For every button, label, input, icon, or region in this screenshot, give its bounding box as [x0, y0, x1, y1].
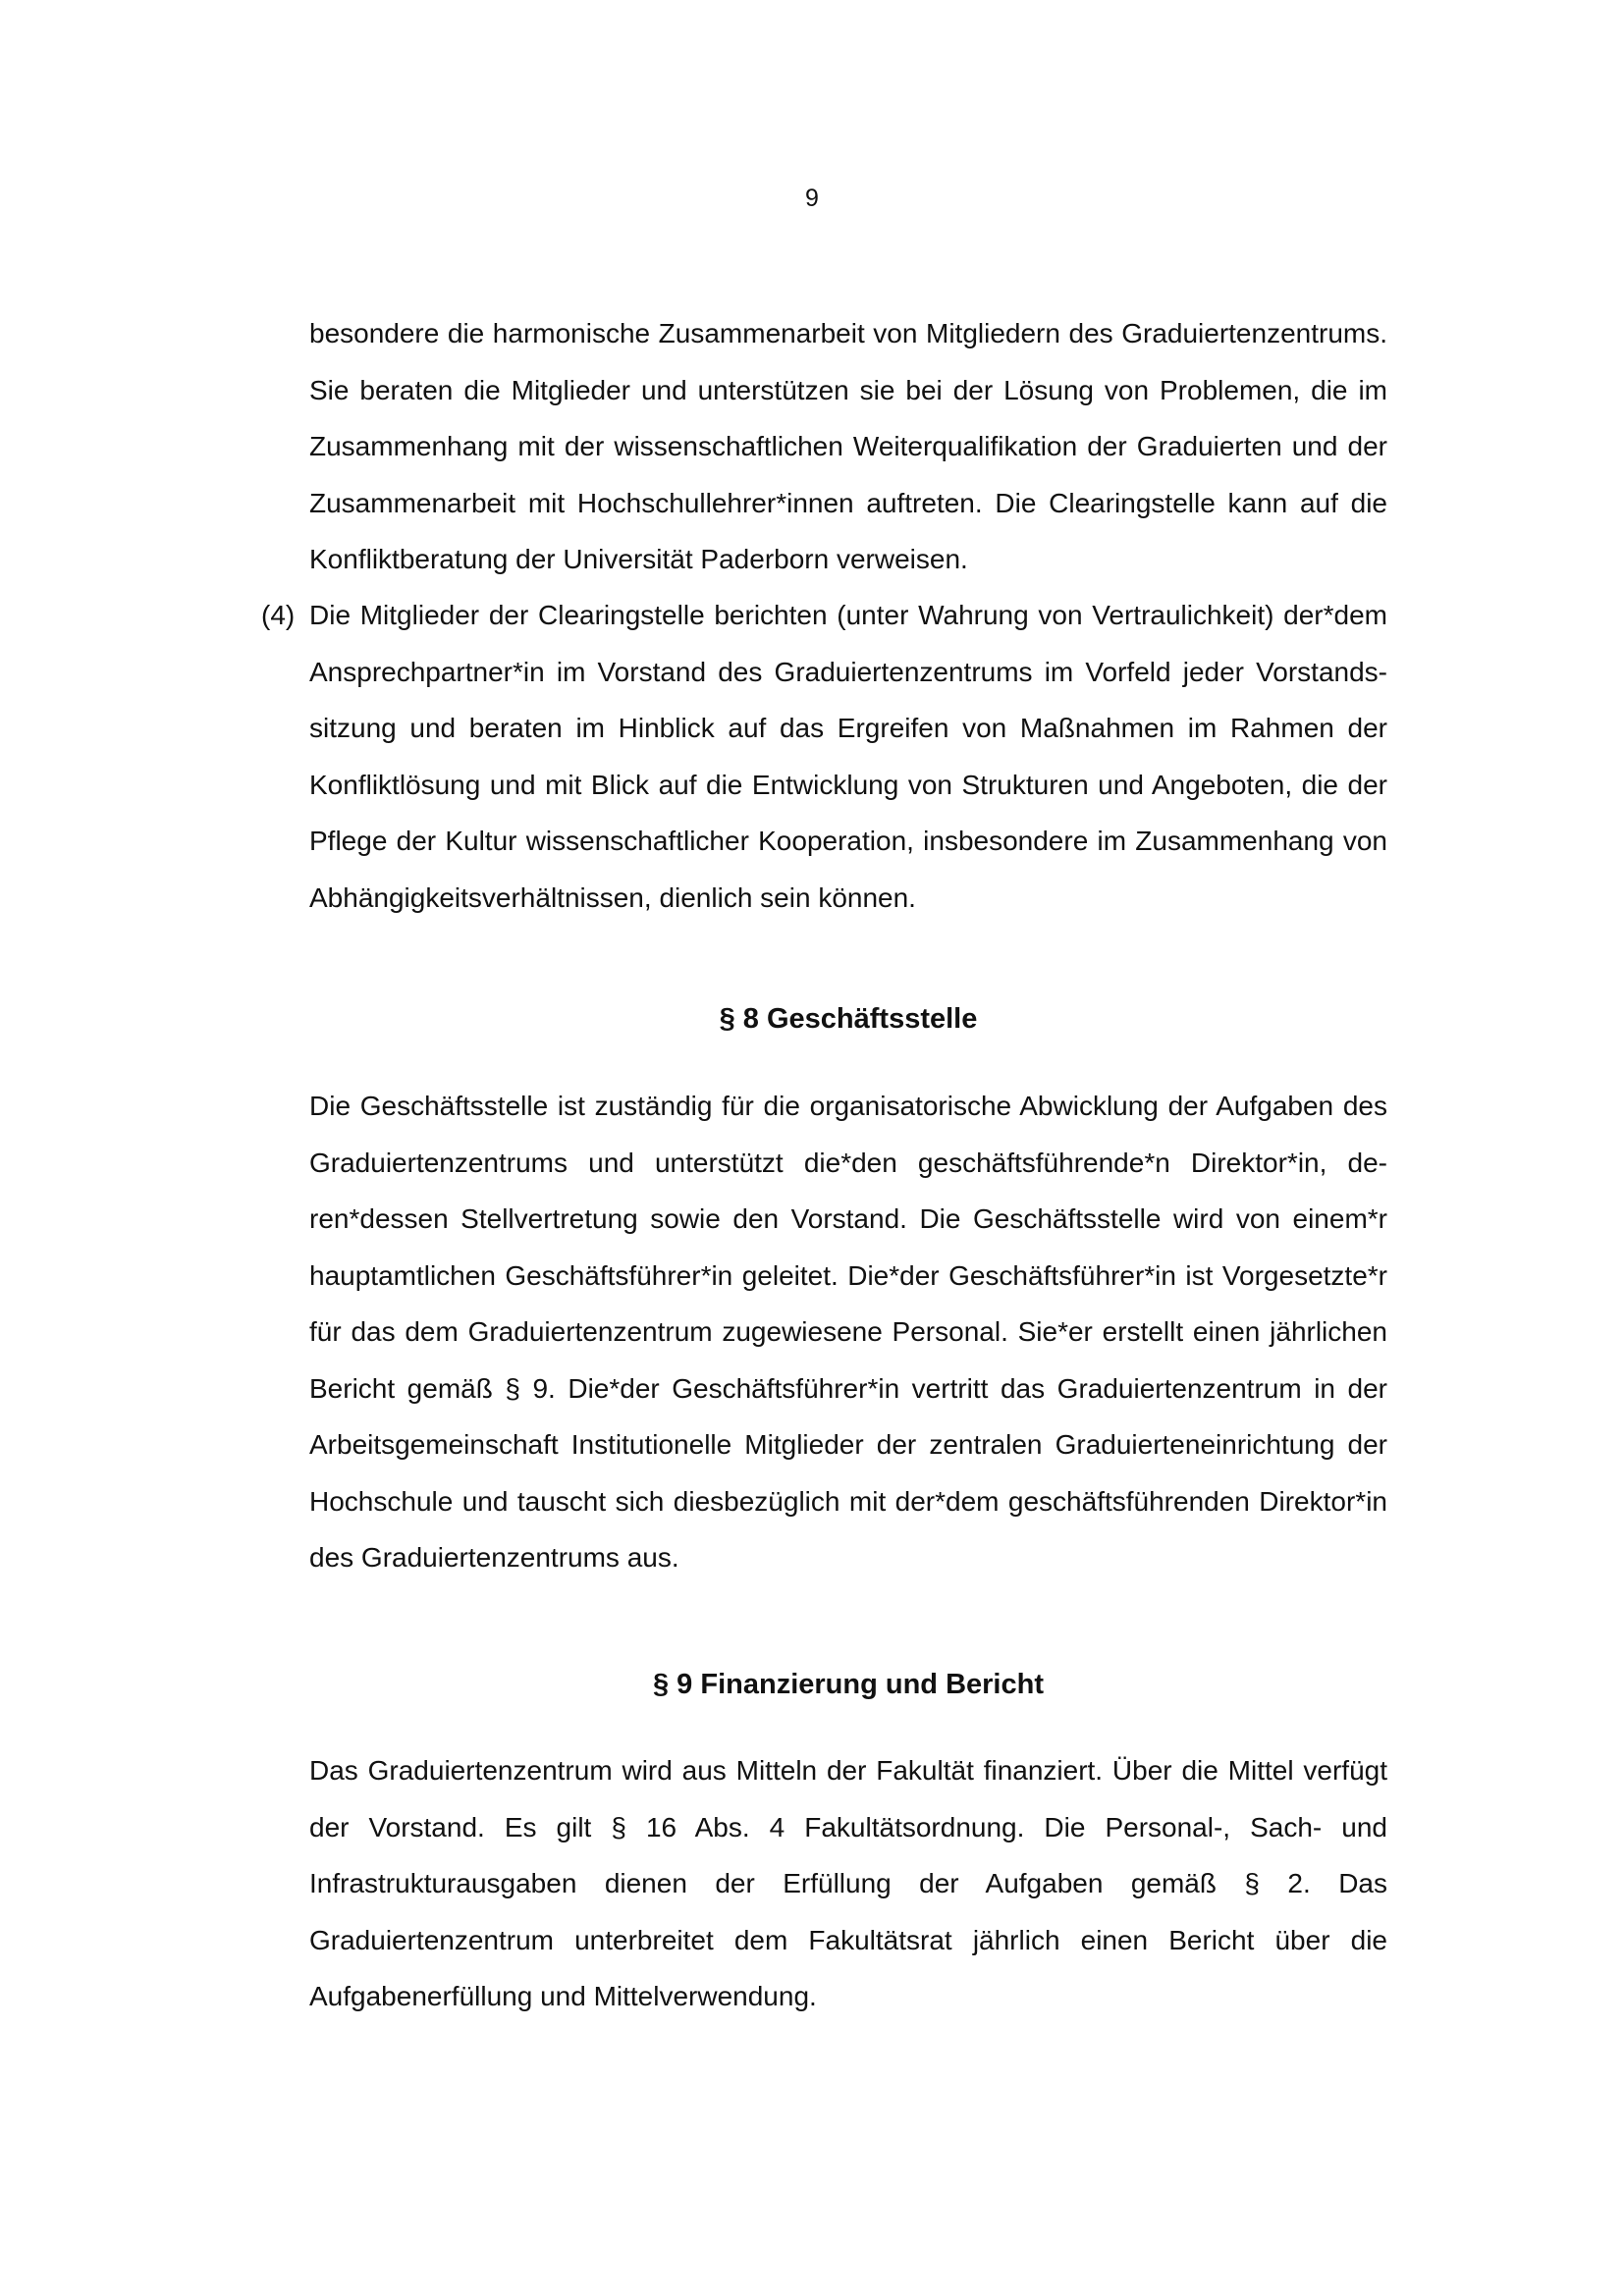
paragraph-4-number: (4) — [261, 600, 296, 630]
section9-heading: § 9 Finanzierung und Bericht — [653, 1669, 1044, 1700]
page-number: 9 — [805, 185, 819, 212]
section8-heading: § 8 Geschäftsstelle — [719, 1003, 978, 1035]
section8-text: Die Geschäftsstelle ist zuständig für die organisatorische Abwicklung der Aufgaben des Graduiertenzentrums und unterstützt die*den geschäftsführende*n Direktor*in, deren*dessen Stellvertretung sowie den Vorstand. Die Geschäftsstelle wird von einem*r hauptamtlichen Geschäftsführer*in geleitet. Die*der Geschäftsführer*in ist Vorgesetzte*r für das dem Graduiertenzentrum zugewiesene Personal. Sie*er erstellt einen jährlichen Bericht gemäß § 9. Die*der Geschäftsführer*in vertritt das Graduiertenzentrum in der Arbeitsgemeinschaft Institutionelle Mitglieder der zentralen Graduierteneinrichtung der Hochschule und tauscht sich diesbezüglich mit der*dem geschäftsführenden Direktor*in des Graduiertenzentrums aus. — [309, 1091, 1387, 1573]
paragraph-4-text: Die Mitglieder der Clearingstelle berichten (unter Wahrung von Vertraulichkeit) der*dem Ansprechpartner*in im Vorstand des Graduiertenzentrums im Vorfeld jeder Vorstandssitzung und beraten im Hinblick auf das Ergreifen von Maßnahmen im Rahmen der Konfliktlösung und mit Blick auf die Entwicklung von Strukturen und Angeboten, die der Pflege der Kultur wissenschaftlicher Kooperation, insbesondere im Zusammenhang von Abhängigkeitsverhältnissen, dienlich sein können. — [309, 600, 1387, 913]
section7-continuation-text: besondere die harmonische Zusammenarbeit von Mitgliedern des Graduiertenzentrums. Sie beraten die Mitglieder und unterstützen sie bei der Lösung von Problemen, die im Zusammenhang mit der wissenschaftlichen Weiterqualifikation der Graduierten und der Zusammenarbeit mit Hochschullehrer*innen auftreten. Die Clearingstelle kann auf die Konfliktberatung der Universität Paderborn verweisen. — [309, 318, 1387, 574]
section9-text: Das Graduiertenzentrum wird aus Mitteln der Fakultät finanziert. Über die Mittel verfügt der Vorstand. Es gilt § 16 Abs. 4 Fakultätsordnung. Die Personal-, Sach- und Infrastrukturausgaben dienen der Erfüllung der Aufgaben gemäß § 2. Das Graduiertenzentrum unterbreitet dem Fakultätsrat jährlich einen Bericht über die Aufgabenerfüllung und Mittelverwendung. — [309, 1755, 1387, 2011]
